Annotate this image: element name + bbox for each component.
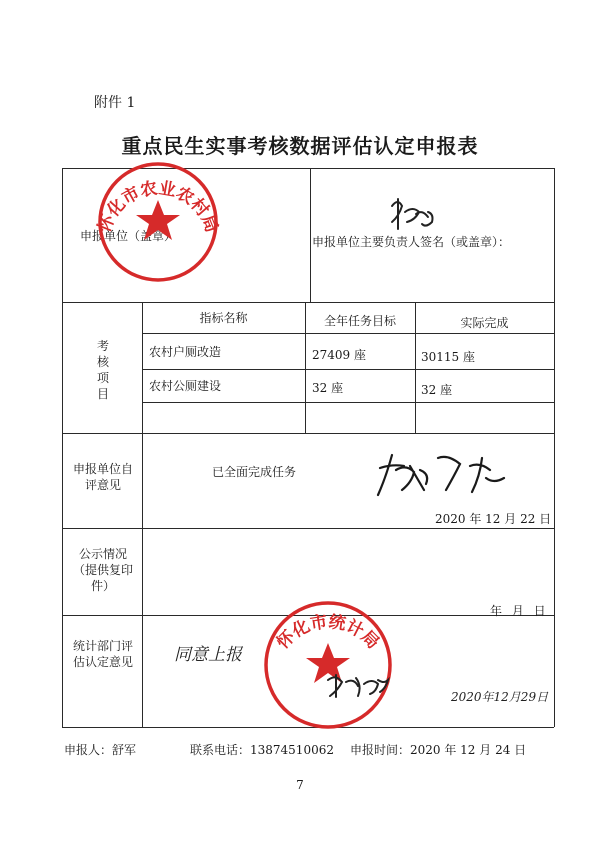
stats-stamp-text: 怀化市统计局 [273,612,383,654]
leader-signature-icon [392,199,433,229]
contact-phone: 联系电话：13874510062 [190,743,334,757]
stats-signature-icon [328,675,388,697]
self-eval-text: 已全面完成任务 [212,465,297,479]
self-eval-signature-icon [378,455,504,495]
table-cell-target: 27409 座 [312,348,366,362]
page-number: 7 [296,778,304,792]
table-cell-actual: 30115 座 [421,350,475,364]
self-eval-label: 申报单位自评意见 [72,462,133,492]
stats-date: 2020年12月29日 [451,690,549,704]
header-actual: 实际完成 [460,316,509,330]
publicity-date: 年 月 日 [490,604,546,618]
stats-stamp [266,603,390,727]
assessment-label: 考核项目 [96,339,109,401]
report-time: 申报时间：2020 年 12 月 24 日 [350,743,527,757]
reporting-unit-label: 申报单位（盖章） [80,229,177,243]
header-annual-target: 全年任务目标 [323,314,396,328]
table-cell-actual: 32 座 [421,383,453,397]
table-cell-indicator: 农村户厕改造 [149,345,222,359]
unit-stamp [93,164,221,280]
stats-opinion: 同意上报 [174,645,242,665]
star-icon [136,200,180,240]
leader-signature-label: 申报单位主要负责人签名（或盖章）： [312,235,511,249]
self-eval-date: 2020 年 12 月 22 日 [435,512,552,526]
table-cell-target: 32 座 [312,381,344,395]
reporter: 申报人：舒军 [64,743,137,757]
unit-stamp-text: 怀化市农业农村局 [94,178,222,236]
header-indicator: 指标名称 [199,311,248,325]
document-title: 重点民生实事考核数据评估认定申报表 [121,134,479,158]
attachment-label: 附件 1 [94,95,136,111]
star-icon [306,643,350,683]
stats-label: 统计部门评估认定意见 [72,639,133,669]
publicity-label: 公示情况（提供复印件） [72,547,133,593]
table-cell-indicator: 农村公厕建设 [149,379,222,393]
